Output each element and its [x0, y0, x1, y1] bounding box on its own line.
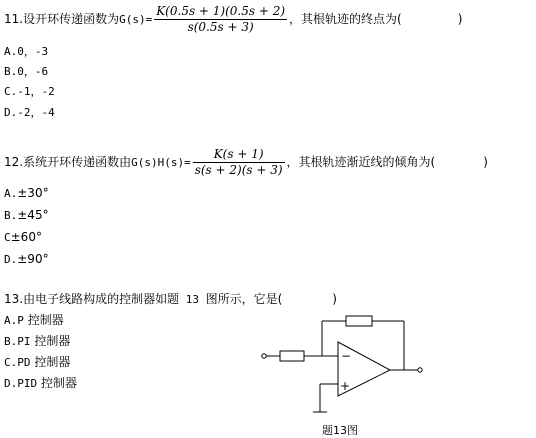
q13-option-a[interactable]	[4, 312, 64, 329]
option-text: 控制器	[37, 376, 77, 390]
q11-suffix: ，其根轨迹的终点为(	[289, 12, 402, 26]
option-key: A.P	[4, 314, 24, 327]
question-13-stem	[4, 291, 337, 308]
q12-option-a[interactable]	[4, 185, 49, 202]
q11-option-c[interactable]	[4, 83, 55, 100]
input-resistor	[280, 351, 304, 361]
q12-close: )	[483, 155, 488, 169]
q11-close: )	[457, 12, 463, 26]
input-terminal	[262, 354, 266, 358]
q13-option-d[interactable]	[4, 375, 77, 392]
option-key: B.	[4, 65, 18, 78]
option-text: 控制器	[23, 313, 64, 327]
q12-fraction	[193, 147, 285, 178]
question-12-stem	[4, 147, 488, 178]
option-key: D.	[4, 106, 18, 119]
option-text: ±45°	[17, 208, 49, 222]
q11-option-d[interactable]	[4, 104, 55, 121]
option-text: ±90°	[17, 252, 49, 266]
option-key: A.	[4, 45, 18, 58]
q11-denominator: s(0.5s + 3)	[187, 20, 254, 34]
opamp-circuit-diagram	[250, 308, 450, 420]
option-text: 0，-3	[17, 45, 49, 58]
q11-prefix: 11.设开环传递函数为	[4, 12, 120, 26]
option-key: A.	[4, 187, 18, 200]
q11-numerator: K(0.5s + 1)(0.5s + 2)	[156, 4, 286, 18]
option-text: 控制器	[30, 355, 71, 369]
option-text: -2，-4	[17, 106, 55, 119]
option-key: C.	[4, 85, 18, 98]
q13-option-b[interactable]	[4, 333, 70, 350]
q11-func: G(s)=	[119, 13, 153, 26]
option-text: ±30°	[17, 186, 49, 200]
q12-func: G(s)H(s)=	[131, 156, 191, 169]
q12-prefix: 12.系统开环传递函数由	[4, 155, 132, 169]
q13-fignum: 13	[179, 293, 206, 306]
q12-denominator: s(s + 2)(s + 3)	[194, 163, 283, 177]
option-key: D.PID	[4, 377, 38, 390]
option-text: ±60°	[10, 230, 42, 244]
q12-numerator: K(s + 1)	[193, 147, 285, 163]
q11-option-a[interactable]	[4, 43, 48, 60]
option-text: -1，-2	[17, 85, 55, 98]
q11-option-b[interactable]	[4, 63, 48, 80]
q11-fraction	[154, 4, 287, 35]
q13-prefix: 13.由电子线路构成的控制器如题	[4, 292, 180, 306]
q13-close: )	[332, 292, 337, 306]
q13-option-c[interactable]	[4, 354, 70, 371]
output-terminal	[418, 368, 422, 372]
option-key: C	[4, 231, 11, 244]
q12-option-d[interactable]	[4, 251, 49, 268]
option-key: B.	[4, 209, 18, 222]
q12-option-b[interactable]	[4, 207, 49, 224]
q12-option-c[interactable]	[4, 229, 42, 246]
q13-suffix: 图所示，它是(	[205, 292, 283, 306]
minus-sign: −	[341, 349, 352, 363]
option-text: 0，-6	[17, 65, 49, 78]
option-key: B.PI	[4, 335, 31, 348]
q12-suffix: ，其根轨迹渐近线的倾角为(	[286, 155, 436, 169]
figure-caption: 题13图	[322, 424, 358, 437]
feedback-resistor	[346, 316, 372, 326]
option-key: C.PD	[4, 356, 31, 369]
question-11-stem	[4, 4, 462, 35]
plus-sign: +	[340, 379, 351, 393]
option-text: 控制器	[30, 334, 71, 348]
option-key: D.	[4, 253, 18, 266]
